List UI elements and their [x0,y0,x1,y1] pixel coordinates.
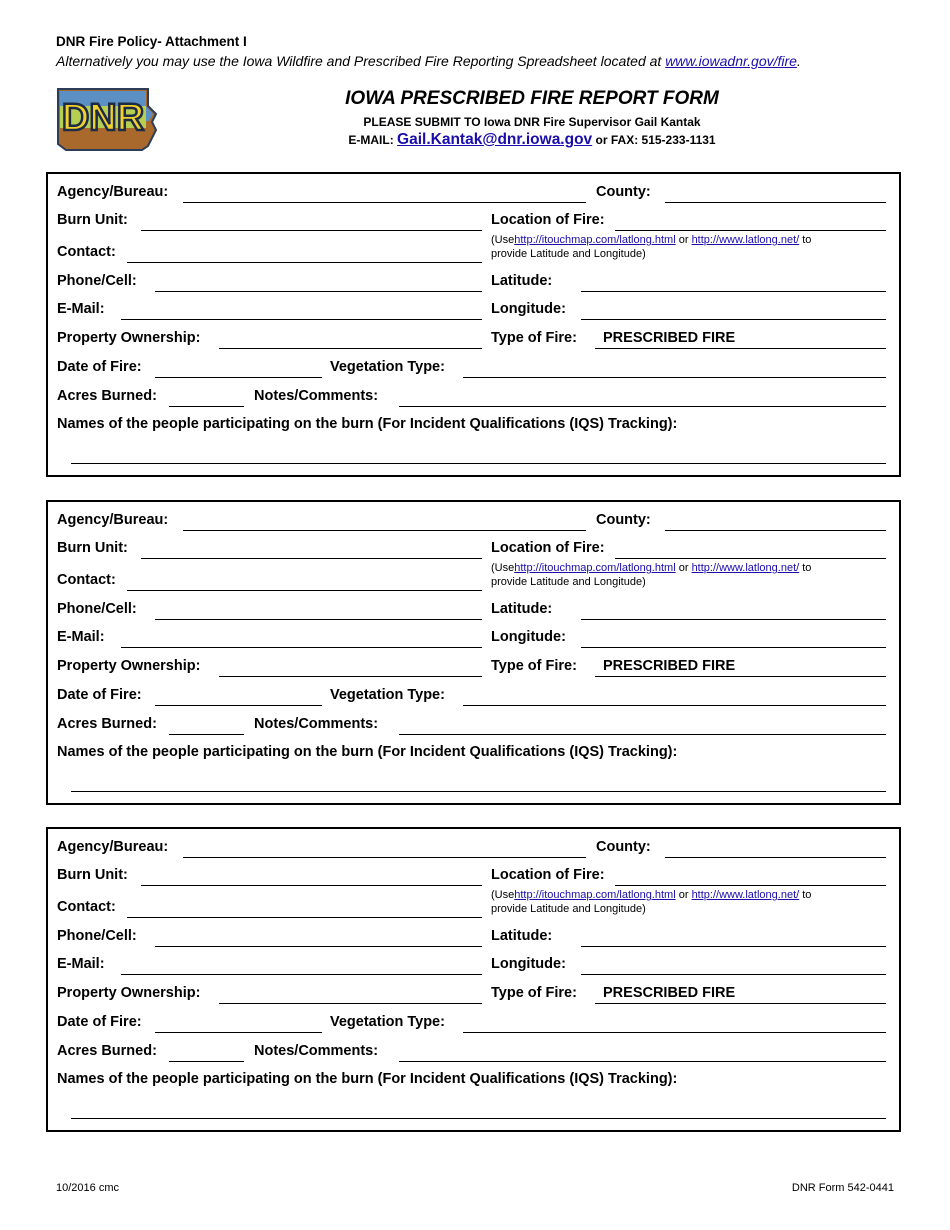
contact-field[interactable] [127,590,482,591]
alternative-text: Alternatively you may use the Iowa Wildfire and Prescribed Fire Reporting Spreadsheet located at [56,53,662,69]
type-of-fire-label: Type of Fire: [491,330,577,346]
type-of-fire-label: Type of Fire: [491,985,577,1001]
latitude-label: Latitude: [491,928,553,944]
contact-label: Contact: [57,572,116,588]
date-field[interactable] [155,705,322,706]
type-of-fire-label: Type of Fire: [491,658,577,674]
note-line2: provide Latitude and Longitude) [491,576,646,588]
logo-text: DNR [61,97,145,139]
acres-field[interactable] [169,1061,244,1062]
footer-form-number: DNR Form 542-0441 [791,1182,894,1194]
alternative-note [56,53,801,69]
county-label: County: [596,839,651,855]
fax-text: or FAX: 515-233-1131 [595,133,716,147]
note-line2: provide Latitude and Longitude) [491,903,646,915]
type-of-fire-field[interactable] [595,676,886,677]
acres-label: Acres Burned: [57,388,157,404]
contact-line [290,131,774,149]
participants-label: Names of the people participating on the burn (For Incident Qualifications (IQS) Tracking): [57,1071,678,1087]
location-field[interactable] [615,230,886,231]
type-of-fire-value: PRESCRIBED FIRE [603,330,736,346]
report-section-3 [46,827,901,1132]
contact-field[interactable] [127,262,482,263]
phone-field[interactable] [155,946,482,947]
note-pre: (Use [491,562,515,574]
latlong-note [491,561,811,589]
county-field[interactable] [665,857,886,858]
contact-label: Contact: [57,244,116,260]
agency-label: Agency/Bureau: [57,839,169,855]
ownership-field[interactable] [219,676,482,677]
vegetation-field[interactable] [463,377,886,378]
note-to: to [802,562,812,574]
note-to: to [802,889,812,901]
notes-field[interactable] [399,734,886,735]
ownership-field[interactable] [219,348,482,349]
burn-unit-field[interactable] [141,885,482,886]
policy-title: DNR Fire Policy- Attachment I [56,34,247,49]
email-label: E-Mail: [57,956,105,972]
vegetation-field[interactable] [463,705,886,706]
email-field[interactable] [121,647,482,648]
latitude-label: Latitude: [491,601,553,617]
report-section-2 [46,500,901,805]
phone-field[interactable] [155,619,482,620]
dnr-logo-icon [56,86,158,152]
county-label: County: [596,512,651,528]
type-of-fire-value: PRESCRIBED FIRE [603,658,736,674]
county-field[interactable] [665,202,886,203]
agency-field[interactable] [183,202,586,203]
latlong-note [491,233,811,261]
footer-revision: 10/2016 cmc [56,1182,119,1194]
ownership-field[interactable] [219,1003,482,1004]
alternative-end: . [796,53,801,69]
phone-label: Phone/Cell: [57,273,137,289]
longitude-label: Longitude: [491,629,566,645]
note-or: or [678,234,689,246]
participants-field[interactable] [71,791,886,792]
vegetation-label: Vegetation Type: [330,687,445,703]
itouchmap-link[interactable]: http://itouchmap.com/latlong.html [514,562,676,574]
notes-label: Notes/Comments: [254,1043,379,1059]
note-line2: provide Latitude and Longitude) [491,248,646,260]
agency-field[interactable] [183,857,586,858]
ownership-label: Property Ownership: [57,985,201,1001]
location-field[interactable] [615,558,886,559]
latlong-link[interactable]: http://www.latlong.net/ [691,889,800,901]
phone-field[interactable] [155,291,482,292]
agency-label: Agency/Bureau: [57,512,169,528]
email-field[interactable] [121,974,482,975]
acres-field[interactable] [169,734,244,735]
email-label: E-Mail: [57,301,105,317]
email-label: E-Mail: [57,629,105,645]
notes-label: Notes/Comments: [254,388,379,404]
burn-unit-field[interactable] [141,558,482,559]
acres-field[interactable] [169,406,244,407]
longitude-field[interactable] [581,974,886,975]
location-label: Location of Fire: [491,212,605,228]
contact-field[interactable] [127,917,482,918]
participants-label: Names of the people participating on the burn (For Incident Qualifications (IQS) Tracking): [57,416,678,432]
agency-field[interactable] [183,530,586,531]
phone-label: Phone/Cell: [57,928,137,944]
date-field[interactable] [155,1032,322,1033]
note-or: or [678,889,689,901]
burn-unit-label: Burn Unit: [57,540,128,556]
burn-unit-label: Burn Unit: [57,212,128,228]
longitude-label: Longitude: [491,301,566,317]
email-label: E-MAIL: [348,133,394,147]
burn-unit-field[interactable] [141,230,482,231]
acres-label: Acres Burned: [57,1043,157,1059]
date-field[interactable] [155,377,322,378]
date-label: Date of Fire: [57,687,142,703]
note-pre: (Use [491,234,515,246]
notes-field[interactable] [399,406,886,407]
type-of-fire-field[interactable] [595,1003,886,1004]
type-of-fire-value: PRESCRIBED FIRE [603,985,736,1001]
date-label: Date of Fire: [57,359,142,375]
ownership-label: Property Ownership: [57,330,201,346]
email-link[interactable]: Gail.Kantak@dnr.iowa.gov [397,131,593,148]
notes-label: Notes/Comments: [254,716,379,732]
participants-label: Names of the people participating on the burn (For Incident Qualifications (IQS) Tracking): [57,744,678,760]
location-field[interactable] [615,885,886,886]
longitude-field[interactable] [581,319,886,320]
longitude-label: Longitude: [491,956,566,972]
latlong-link[interactable]: http://www.latlong.net/ [691,562,800,574]
county-label: County: [596,184,651,200]
notes-field[interactable] [399,1061,886,1062]
participants-field[interactable] [71,463,886,464]
itouchmap-link[interactable]: http://itouchmap.com/latlong.html [514,889,676,901]
latlong-note [491,888,811,916]
burn-unit-label: Burn Unit: [57,867,128,883]
acres-label: Acres Burned: [57,716,157,732]
note-pre: (Use [491,889,515,901]
date-label: Date of Fire: [57,1014,142,1030]
report-section-1 [46,172,901,477]
contact-label: Contact: [57,899,116,915]
submit-line: PLEASE SUBMIT TO Iowa DNR Fire Supervisor Gail Kantak [363,115,701,129]
type-of-fire-field[interactable] [595,348,886,349]
latitude-field[interactable] [581,619,886,620]
phone-label: Phone/Cell: [57,601,137,617]
note-to: to [802,234,812,246]
ownership-label: Property Ownership: [57,658,201,674]
participants-field[interactable] [71,1118,886,1119]
vegetation-field[interactable] [463,1032,886,1033]
agency-label: Agency/Bureau: [57,184,169,200]
note-or: or [678,562,689,574]
latitude-field[interactable] [581,291,886,292]
email-field[interactable] [121,319,482,320]
itouchmap-link[interactable]: http://itouchmap.com/latlong.html [514,234,676,246]
iowadnr-fire-link[interactable]: www.iowadnr.gov/fire [665,53,797,69]
latitude-field[interactable] [581,946,886,947]
location-label: Location of Fire: [491,540,605,556]
form-title: IOWA PRESCRIBED FIRE REPORT FORM [345,88,719,109]
vegetation-label: Vegetation Type: [330,1014,445,1030]
latlong-link[interactable]: http://www.latlong.net/ [691,234,800,246]
location-label: Location of Fire: [491,867,605,883]
latitude-label: Latitude: [491,273,553,289]
county-field[interactable] [665,530,886,531]
vegetation-label: Vegetation Type: [330,359,445,375]
longitude-field[interactable] [581,647,886,648]
